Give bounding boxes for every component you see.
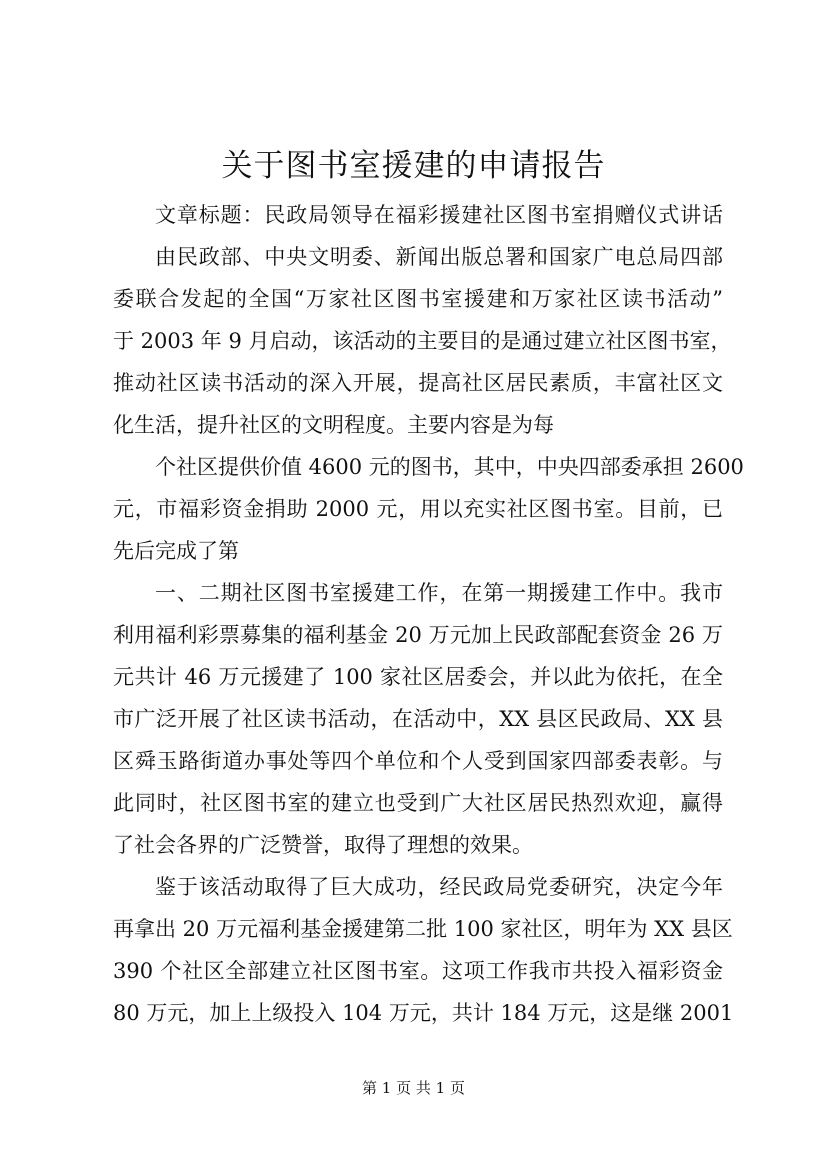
body-line: 先后完成了第 xyxy=(113,539,239,563)
body-line: 此同时，社区图书室的建立也受到广大社区居民热烈欢迎，赢得 xyxy=(113,791,723,815)
body-line: 再拿出 20 万元福利基金援建第二批 100 家社区，明年为 XX 县区 xyxy=(113,917,733,941)
body-line: 推动社区读书活动的深入开展，提高社区居民素质，丰富社区文 xyxy=(113,371,723,395)
body-line: 化生活，提升社区的文明程度。主要内容是为每 xyxy=(113,413,554,437)
body-line: 80 万元，加上上级投入 104 万元，共计 184 万元，这是继 2001 xyxy=(113,1001,734,1025)
body-line: 390 个社区全部建立社区图书室。这项工作我市共投入福彩资金 xyxy=(113,959,723,983)
body-line: 了社会各界的广泛赞誉，取得了理想的效果。 xyxy=(113,833,533,857)
body-line: 个社区提供价值 4600 元的图书，其中，中央四部委承担 2600 xyxy=(155,455,744,479)
body-line: 利用福利彩票募集的福利基金 20 万元加上民政部配套资金 26 万 xyxy=(113,623,723,647)
body-line: 委联合发起的全国“万家社区图书室援建和万家社区读书活动” xyxy=(113,287,723,311)
body-line: 元，市福彩资金捐助 2000 元，用以充实社区图书室。目前，已 xyxy=(113,497,723,521)
body-line: 区舜玉路街道办事处等四个单位和个人受到国家四部委表彰。与 xyxy=(113,749,723,773)
body-line: 于 2003 年 9 月启动，该活动的主要目的是通过建立社区图书室， xyxy=(113,329,732,353)
body-line: 由民政部、中央文明委、新闻出版总署和国家广电总局四部 xyxy=(155,245,723,269)
body-line: 一、二期社区图书室援建工作，在第一期援建工作中。我市 xyxy=(155,581,723,605)
body-line: 元共计 46 万元援建了 100 家社区居委会，并以此为依托，在全 xyxy=(113,665,723,689)
body-line: 鉴于该活动取得了巨大成功，经民政局党委研究，决定今年 xyxy=(155,875,723,899)
document-title: 关于图书室援建的申请报告 xyxy=(221,148,606,184)
body-line: 市广泛开展了社区读书活动，在活动中，XX 县区民政局、XX 县 xyxy=(113,707,723,731)
article-subtitle-line: 文章标题：民政局领导在福彩援建社区图书室捐赠仪式讲话 xyxy=(155,203,723,227)
page-footer: 第 1 页 共 1 页 xyxy=(362,1079,465,1097)
